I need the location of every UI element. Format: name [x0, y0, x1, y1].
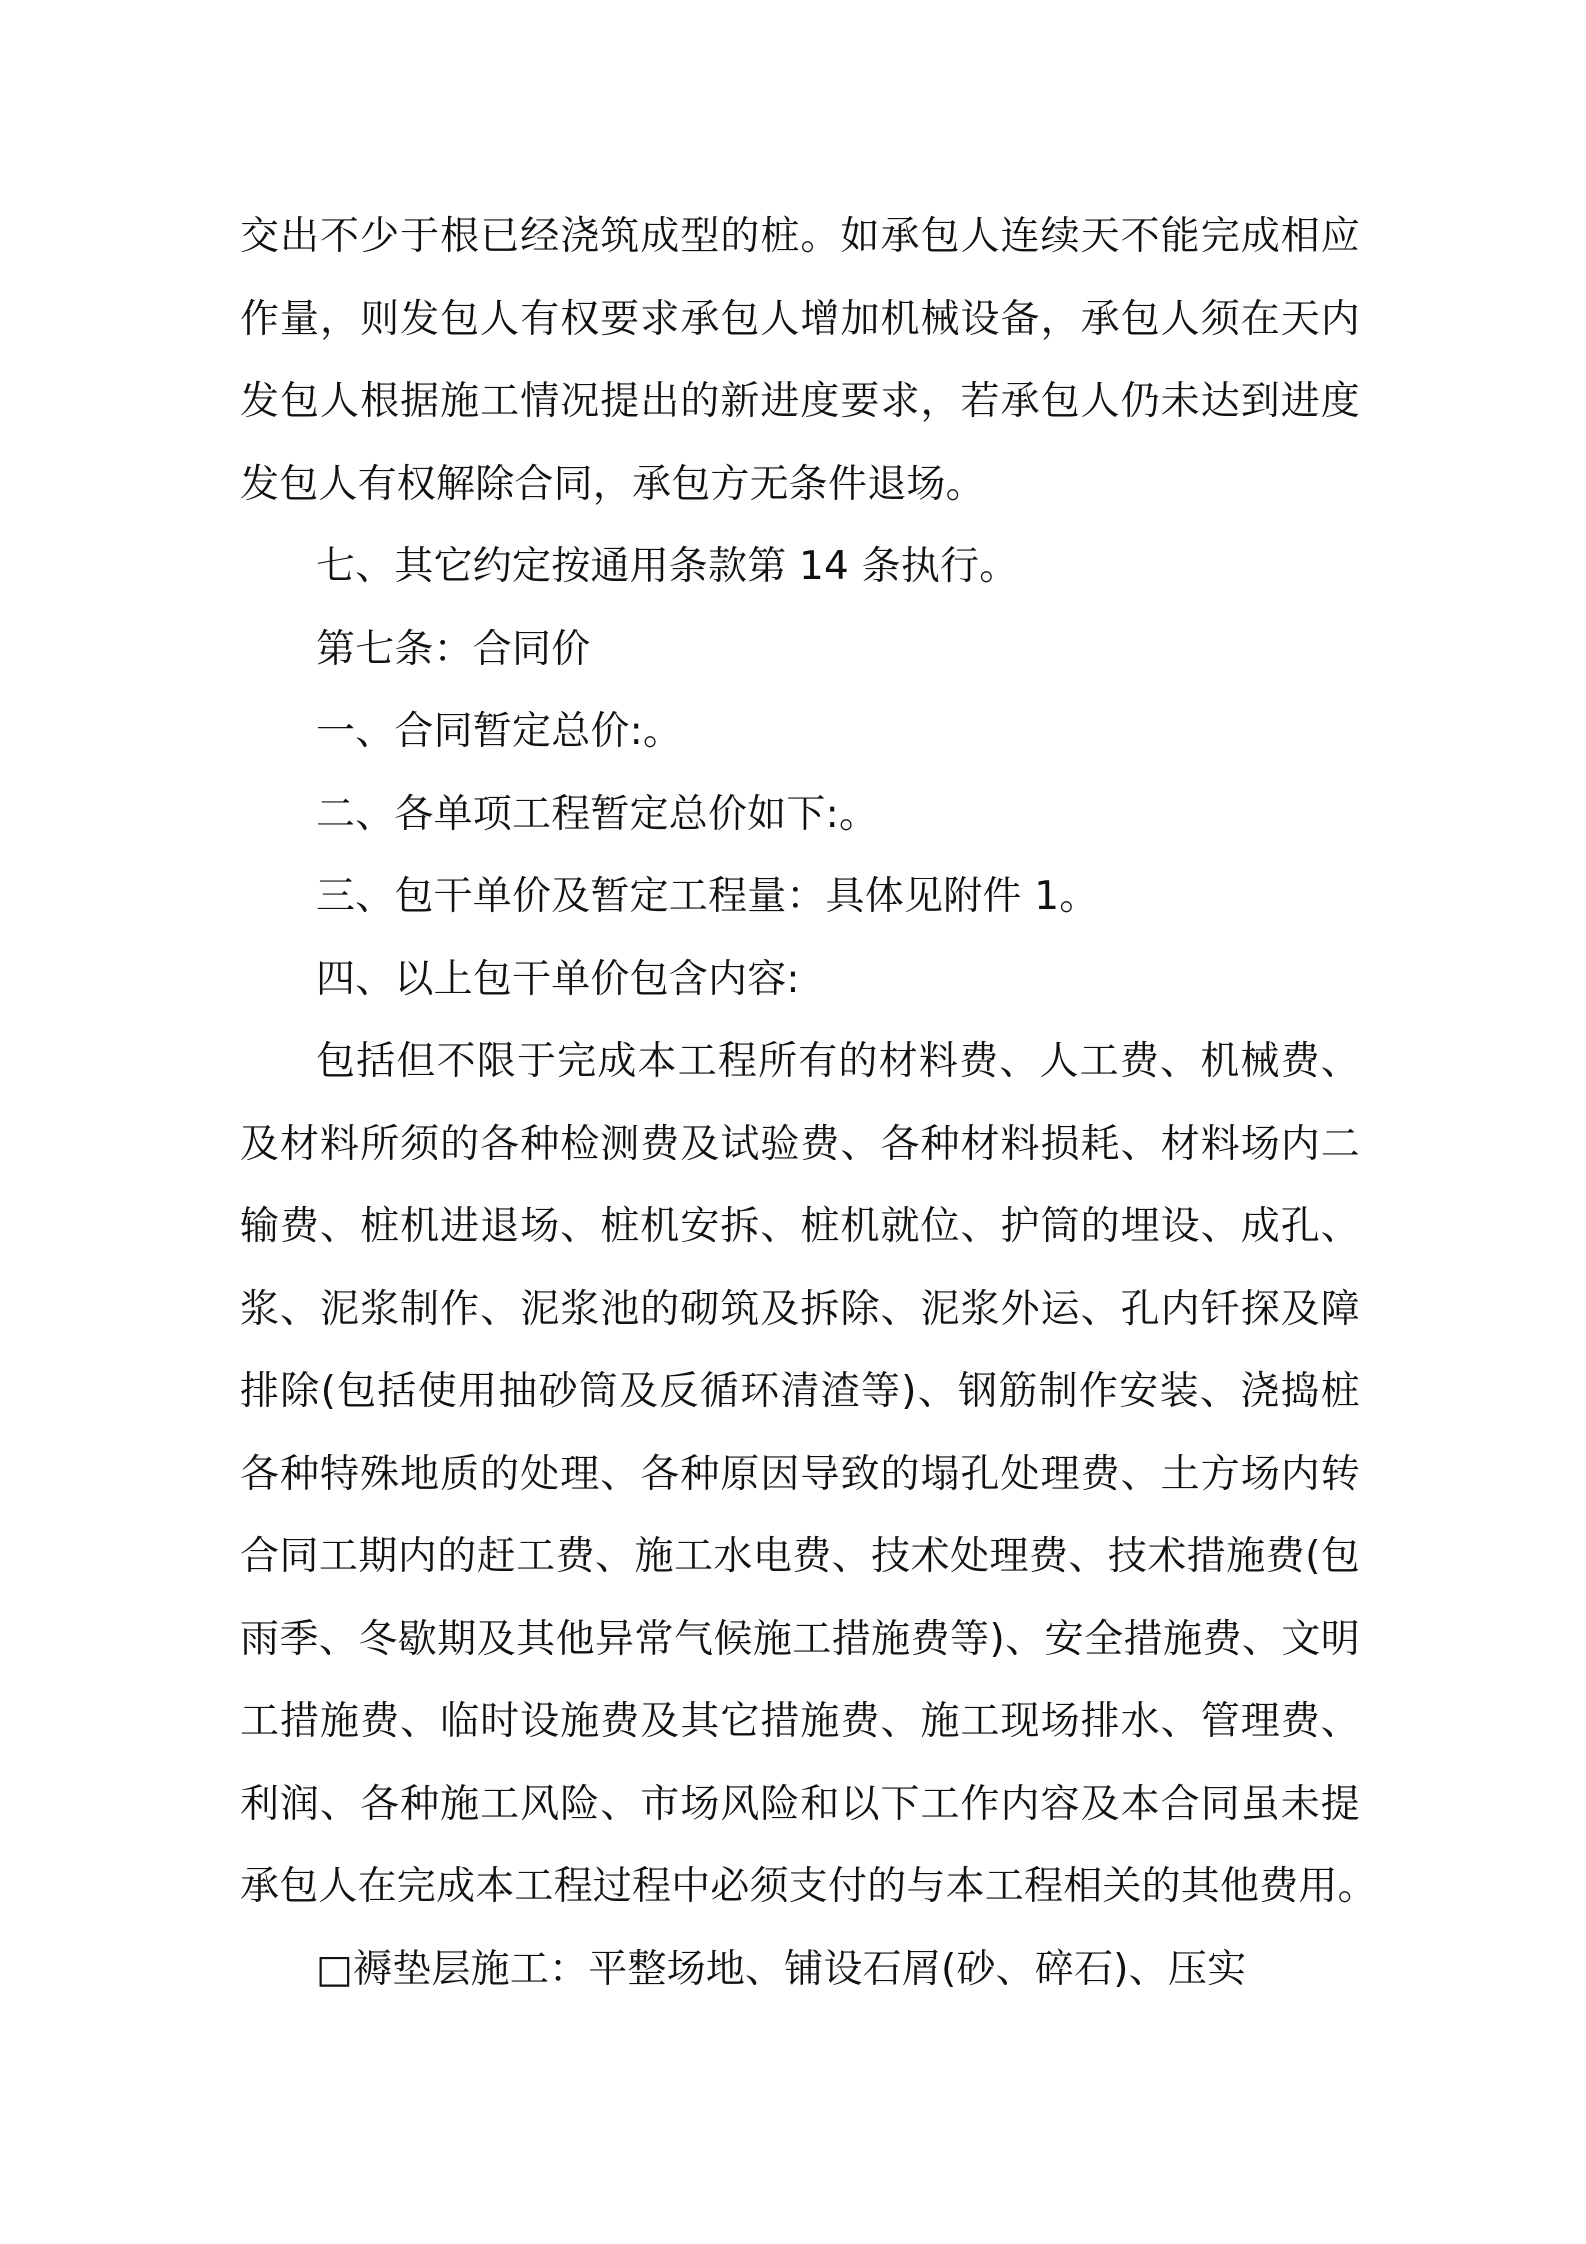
clause-line: 二、各单项工程暂定总价如下:。 — [316, 791, 879, 837]
clause-line: 四、以上包干单价包含内容: — [316, 956, 800, 1002]
paragraph-line: 及材料所须的各种检测费及试验费、各种材料损耗、材料场内二 — [240, 1121, 1360, 1167]
checkbox-item-line: □褥垫层施工：平整场地、铺设石屑(砂、碎石)、压实 — [316, 1946, 1247, 1992]
paragraph-line: 合同工期内的赶工费、施工水电费、技术处理费、技术措施费(包 — [240, 1534, 1360, 1579]
paragraph-line: 输费、桩机进退场、桩机安拆、桩机就位、护筒的埋设、成孔、 — [240, 1204, 1360, 1249]
paragraph-line: 发包人根据施工情况提出的新进度要求，若承包人仍未达到进度 — [240, 379, 1360, 424]
article-heading: 第七条：合同价 — [316, 626, 591, 672]
paragraph-line: 承包人在完成本工程过程中必须支付的与本工程相关的其他费用。 — [240, 1864, 1377, 1909]
paragraph-line: 作量，则发包人有权要求承包人增加机械设备，承包人须在天内 — [240, 296, 1360, 342]
paragraph-line: 排除(包括使用抽砂筒及反循环清渣等)、钢筋制作安装、浇捣桩 — [240, 1369, 1360, 1414]
paragraph-line: 发包人有权解除合同，承包方无条件退场。 — [240, 461, 985, 507]
clause-line: 七、其它约定按通用条款第 14 条执行。 — [316, 544, 1019, 589]
paragraph-line: 交出不少于根已经浇筑成型的桩。如承包人连续天不能完成相应 — [240, 214, 1360, 259]
paragraph-line: 工措施费、临时设施费及其它措施费、施工现场排水、管理费、 — [240, 1699, 1360, 1744]
paragraph-line: 包括但不限于完成本工程所有的材料费、人工费、机械费、 — [316, 1039, 1360, 1084]
paragraph-line: 雨季、冬歇期及其他异常气候施工措施费等)、安全措施费、文明 — [240, 1616, 1360, 1662]
paragraph-line: 各种特殊地质的处理、各种原因导致的塌孔处理费、土方场内转 — [240, 1451, 1360, 1497]
paragraph-line: 浆、泥浆制作、泥浆池的砌筑及拆除、泥浆外运、孔内钎探及障 — [240, 1286, 1360, 1332]
clause-line: 三、包干单价及暂定工程量：具体见附件 1。 — [316, 874, 1099, 919]
paragraph-line: 利润、各种施工风险、市场风险和以下工作内容及本合同虽未提 — [240, 1781, 1360, 1827]
contract-text — [240, 196, 1377, 2011]
clause-line: 一、合同暂定总价:。 — [316, 709, 683, 754]
